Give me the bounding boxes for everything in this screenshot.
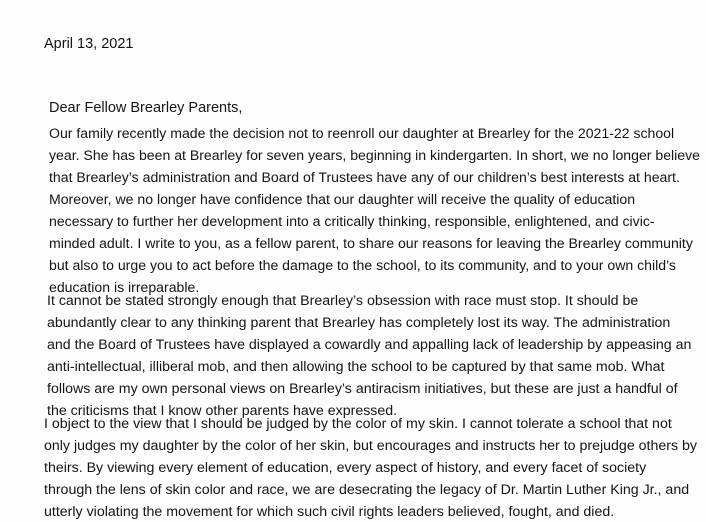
text-line: and the Board of Trustees have displayed a cowardly and appalling lack of leadership by appeasing an xyxy=(47,337,692,353)
text-line: theirs. By viewing every element of education, every aspect of history, and every facet of society xyxy=(44,460,647,476)
text-line: the criticisms that I know other parents have expressed. xyxy=(47,403,398,419)
text-line: follows are my own personal views on Brearley’s antiracism initiatives, but these are just a handful of xyxy=(47,381,678,397)
text-line: minded adult. I write to you, as a fellow parent, to share our reasons for leaving the Brearley community xyxy=(49,236,693,252)
text-line: necessary to further her development into a critically thinking, responsible, enlightened, and civic- xyxy=(49,214,655,230)
text-line: anti-intellectual, illiberal mob, and then allowing the school to be captured by that same mob. What xyxy=(47,359,665,375)
text-line: abundantly clear to any thinking parent that Brearley has completely lost its way. The administration xyxy=(47,315,671,331)
text-line: only judges my daughter by the color of her skin, but encourages and instructs her to prejudge others by xyxy=(44,438,698,454)
paragraph-1 xyxy=(49,123,705,299)
letter-date: April 13, 2021 xyxy=(44,36,134,52)
text-line: but also to urge you to act before the damage to the school, to its community, and to your own child’s xyxy=(49,258,676,274)
salutation: Dear Fellow Brearley Parents, xyxy=(49,100,243,116)
text-line: education is irreparable. xyxy=(49,280,200,296)
text-line: year. She has been at Brearley for seven years, beginning in kindergarten. In short, we no longer believe xyxy=(49,148,700,164)
paragraph-3 xyxy=(44,413,697,522)
paragraph-2 xyxy=(47,290,691,422)
text-line: through the lens of skin color and race, we are desecrating the legacy of Dr. Martin Luther King Jr., and xyxy=(44,482,690,498)
text-line: utterly violating the movement for which such civil rights leaders believed, fought, and died. xyxy=(44,504,615,520)
text-line: that Brearley’s administration and Board of Trustees have any of our children’s best interests at heart. xyxy=(49,170,680,186)
text-line: I object to the view that I should be judged by the color of my skin. I cannot tolerate a school that not xyxy=(44,416,672,432)
text-line: It cannot be stated strongly enough that Brearley’s obsession with race must stop. It should be xyxy=(47,293,639,309)
text-line: Our family recently made the decision not to reenroll our daughter at Brearley for the 2021-22 school xyxy=(49,126,675,142)
text-line: Moreover, we no longer have confidence that our daughter will receive the quality of education xyxy=(49,192,636,208)
